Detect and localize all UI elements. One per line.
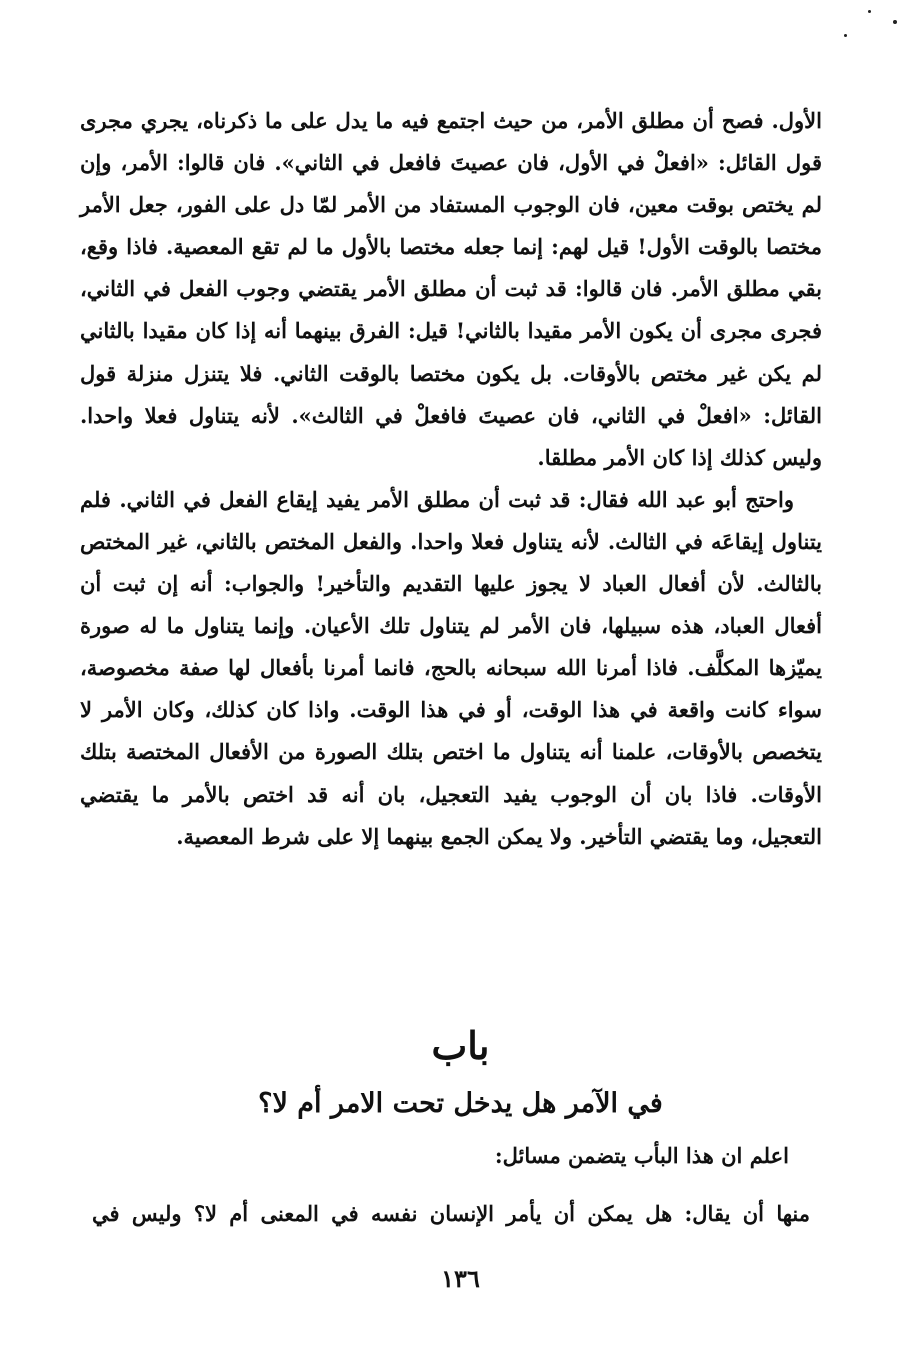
body-first-line: منها أن يقال: هل يمكن أن يأمر الإنسان نفسه في المعنى أم لا؟ وليس في [92,1201,810,1226]
page-number: ١٣٦ [441,1264,480,1293]
scan-specks [821,6,901,46]
speck [868,10,871,13]
body-text [80,100,822,858]
paragraph-2: واحتج أبو عبد الله فقال: قد ثبت أن مطلق الأمر يفيد إيقاع الفعل في الثاني. فلم يتناول إيقاعَه في الثالث. لأنه يتناول فعلا واحدا. والفعل المختص بالثاني، غير المختص بالثالث. لأن أفعال العباد لا يجوز عليها التقديم والتأخير! والجواب: أنه إن ثبت أن أفعال العباد، هذه سبيلها، فان الأمر لم يتناول تلك الأعيان. وإنما يتناول ما له صورة يميّزها المكلَّف. فاذا أمرنا الله سبحانه بالحج، فانما أمرنا بأفعال لها صفة مخصوصة، سواء كانت واقعة في هذا الوقت، أو في هذا الوقت. واذا كان كذلك، وكان الأمر لا يتخصص بالأوقات، علمنا أنه يتناول ما اختص بتلك الصورة من الأفعال المختصة بتلك الأوقات. فاذا بان أن الوجوب يفيد التعجيل، بان أنه قد اختص بالأمر ما يقتضي التعجيل، وما يقتضي التأخير. ولا يمكن الجمع بينهما إلا على شرط المعصية. [80,486,822,849]
speck [844,34,847,37]
chapter-heading: باب [431,1023,490,1068]
paragraph-1: الأول. فصح أن مطلق الأمر، من حيث اجتمع فيه ما يدل على ما ذكرناه، يجري مجرى قول القائل: «افعلْ في الأول، فان عصيتَ فافعل في الثاني». فان قالوا: الأمر، وإن لم يختص بوقت معين، فان الوجوب المستفاد من الأمر لمّا دل على الفور، جعل الأمر مختصا بالوقت الأول! قيل لهم: إنما جعله مختصا بالأول ما لم تقع المعصية. فاذا وقع، بقي مطلق الأمر. فان قالوا: قد ثبت أن مطلق الأمر يقتضي وجوب الفعل في الثاني، فجرى مجرى أن يكون الأمر مقيدا بالثاني! قيل: الفرق بينهما أنه إذا كان مقيدا بالثاني لم يكن غير مختص بالأوقات. بل يكون مختصا بالوقت الثاني. فلا يتنزل منزلة قول القائل: «افعلْ في الثاني، فان عصيتَ فافعلْ في الثالث». لأنه يتناول فعلا واحدا. وليس كذلك إذا كان الأمر مطلقا. [80,108,822,470]
intro-line: اعلم ان هذا البأب يتضمن مسائل: [494,1143,789,1168]
speck [893,20,897,24]
chapter-subheading: في الآمر هل يدخل تحت الامر أم لا؟ [258,1088,663,1119]
